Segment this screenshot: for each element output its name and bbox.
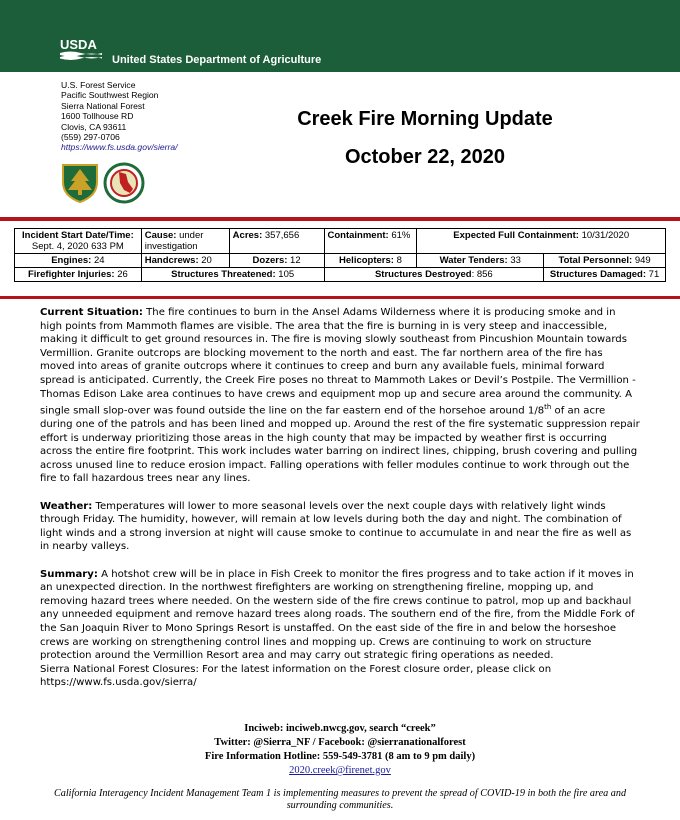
section-label: Weather:	[40, 500, 93, 512]
page-title: Creek Fire Morning Update	[297, 108, 553, 130]
table-divider	[0, 296, 680, 299]
usda-logo-icon	[60, 36, 102, 60]
header-divider	[0, 217, 680, 221]
table-row	[15, 229, 666, 254]
water-tenders-cell: Water Tenders: 33	[417, 254, 544, 268]
hotline-line: Fire Information Hotline: 559-549-3781 (8 am to 9 pm daily)	[204, 751, 476, 762]
department-name: United States Department of Agriculture	[112, 54, 322, 66]
table-row	[15, 254, 666, 268]
inciweb-line: Inciweb: inciweb.nwcg.gov, search “creek”	[244, 723, 436, 734]
address-line: (559) 297-0706	[61, 132, 120, 143]
closure-paragraph: Sierra National Forest Closures: For the latest information on the Forest closure order, please click on https://www.fs.usda.gov/sierra/	[40, 663, 552, 689]
handcrews-cell: Handcrews: 20	[141, 254, 229, 268]
update-body	[40, 306, 640, 690]
table-row	[15, 268, 666, 282]
address-line: Clovis, CA 93611	[61, 121, 127, 132]
injuries-cell: Firefighter Injuries: 26	[15, 268, 142, 282]
dozers-cell: Dozers: 12	[229, 254, 324, 268]
address-line: Sierra National Forest	[61, 100, 145, 111]
structures-damaged-cell: Structures Damaged: 71	[544, 268, 666, 282]
address-line: 1600 Tollhouse RD	[61, 111, 134, 122]
weather-paragraph: Weather: Temperatures will lower to more seasonal levels over the next couple days with relatively light winds through Friday. The humidity, however, will remain at low levels during both the day and night. The combination of light winds and a strong inversion at night will cause smoke to continue to accumulate in and near the fire as well as in nearby valleys.	[40, 500, 632, 553]
cause-cell: Cause: under investigation	[141, 229, 229, 254]
social-line: Twitter: @Sierra_NF / Facebook: @sierranationalforest	[214, 737, 466, 748]
office-address	[61, 80, 178, 153]
covid-footer-note: California Interagency Incident Management Team 1 is implementing measures to prevent the spread of COVID-19 in both the fire area and surrounding communities.	[53, 788, 627, 811]
email-link[interactable]: 2020.creek@firenet.gov	[289, 765, 391, 776]
section-label: Current Situation:	[40, 307, 143, 318]
address-line: U.S. Forest Service	[61, 80, 136, 90]
expected-containment-cell: Expected Full Containment: 10/31/2020	[417, 229, 666, 254]
start-date-cell: Incident Start Date/Time: Sept. 4, 2020 633 PM	[15, 229, 142, 254]
structures-destroyed-cell: Structures Destroyed: 856	[324, 268, 544, 282]
helicopters-cell: Helicopters: 8	[324, 254, 417, 268]
update-date: October 22, 2020	[344, 146, 506, 168]
agency-emblems	[60, 162, 146, 204]
acres-cell: Acres: 357,656	[229, 229, 324, 254]
address-line: Pacific Southwest Region	[61, 90, 159, 101]
usda-logo-text: USDA	[60, 37, 97, 52]
total-personnel-cell: Total Personnel: 949	[544, 254, 666, 268]
containment-cell: Containment: 61%	[324, 229, 417, 254]
usda-header-band	[0, 0, 680, 72]
forest-service-shield-icon	[63, 165, 97, 202]
calfire-seal-icon	[105, 164, 143, 202]
section-label: Summary:	[40, 568, 98, 580]
structures-threatened-cell: Structures Threatened: 105	[141, 268, 324, 282]
engines-cell: Engines: 24	[15, 254, 142, 268]
contact-info	[0, 722, 680, 778]
summary-paragraph: Summary: A hotshot crew will be in place in Fish Creek to monitor the fires progress and to take action if it moves in an unexpected direction. In the northwest firefighters are working on strengthening fireline, mopping up, and removing hazard trees where needed. On the western side of the fire crews continue to patrol, mop up and backhaul any unneeded equipment and remove hazard trees along roads. The southern end of the fire, from the Middle Fork of the San Joaquin River to Mono Springs Resort is unstaffed. On the east side of the fire in and below the horseshoe crews are working on strengthening control lines and mopping up. Crews are continuing to work on structure protection around the Vermillion Resort area and may carry out strategic firing operations as needed.	[40, 568, 635, 662]
forest-website-link[interactable]: https://www.fs.usda.gov/sierra/	[61, 142, 178, 153]
incident-facts-table	[14, 228, 666, 282]
current-situation-paragraph: Current Situation: The fire continues to burn in the Ansel Adams Wilderness where it is producing smoke and in high points from Mammoth flames are visible. The area that the fire is burning in is very steep and inaccessible, making it difficult to get ground resources in. The fire is moving slowly southeast from Pincushion Mountain towards Vermillion. Granite outcrops are blocking movement to the north and east. The far northern area of the fire has moved into areas of granite outcrops where it continues to creep and burn any available fuels, minimal forward spread is anticipated. Currently, the Creek Fire poses no threat to Mammoth Lakes or Devil’s Postpile. The Vermillion -Thomas Edison Lake area continues to have crews and equipment mop up and secure area around the community. A single small slop-over was found outside the line on the far eastern end of the horsehoe around 1/8th of an acre during one of the patrols and has been lined and mopped up. Around the rest of the fire systematic suppression repair effort is underway prioritizing those areas in the high county that may be impacted by weather first is occurring across the entire fire footprint. This work includes water barring on indirect lines, chipping, brush covering and pulling across unused line to reduce erosion impact. Falling operations with feller modules continue to work through out the fire to fall hazardous trees near any lines.	[40, 307, 640, 485]
